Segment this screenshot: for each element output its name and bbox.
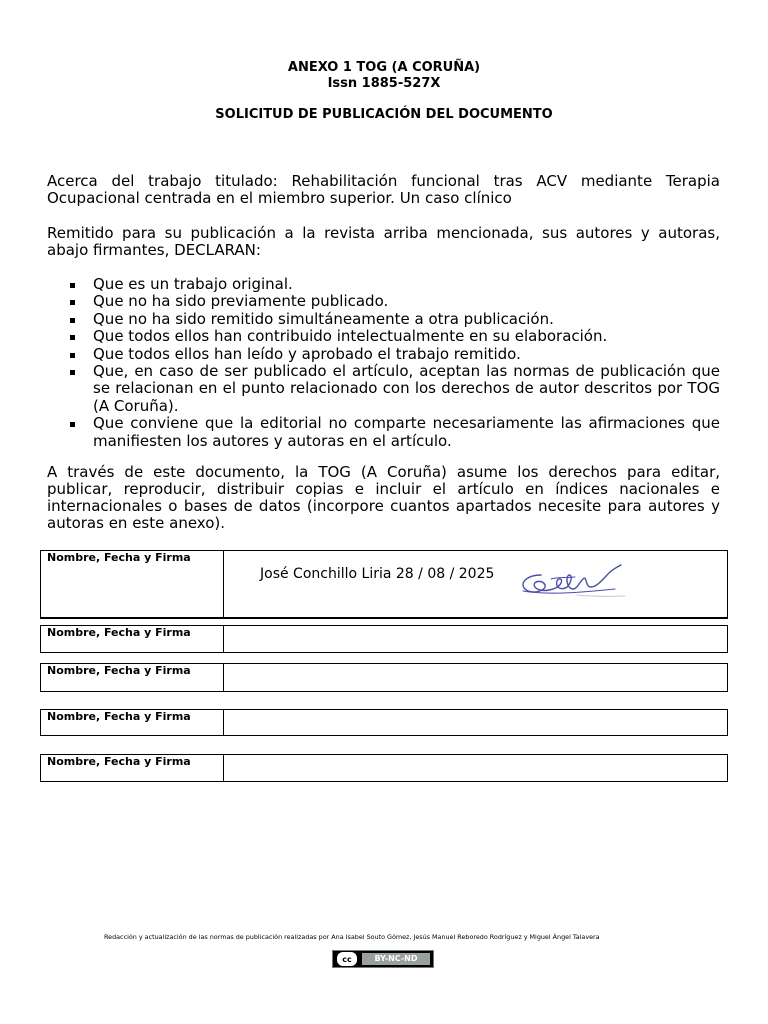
list-item: Que es un trabajo original. bbox=[47, 276, 720, 293]
creative-commons-badge[interactable] bbox=[332, 950, 434, 968]
signature-label: Nombre, Fecha y Firma bbox=[41, 664, 224, 691]
signature-label: Nombre, Fecha y Firma bbox=[41, 710, 224, 735]
list-item: Que conviene que la editorial no comparte necesariamente las afirmaciones que manifiesten los autores y autoras en el artículo. bbox=[47, 415, 720, 450]
signature-field-3[interactable] bbox=[224, 664, 727, 691]
declaration-list bbox=[47, 276, 720, 450]
signature-field-5[interactable] bbox=[224, 755, 727, 781]
footer-credits: Redacción y actualización de las normas de publicación realizadas por Ana Isabel Souto Gómez, Jesús Manuel Reboredo Rodríguez y Miguel Ángel Talavera bbox=[104, 933, 600, 941]
signer-name-date: José Conchillo Liria 28 / 08 / 2025 bbox=[260, 566, 495, 582]
handwritten-signature bbox=[517, 561, 629, 603]
signature-row-2 bbox=[40, 625, 728, 653]
list-item: Que todos ellos han contribuido intelectualmente en su elaboración. bbox=[47, 328, 720, 345]
document-title: SOLICITUD DE PUBLICACIÓN DEL DOCUMENTO bbox=[215, 107, 553, 122]
signature-row-5 bbox=[40, 754, 728, 782]
signature-field-4[interactable] bbox=[224, 710, 727, 735]
signature-row-4 bbox=[40, 709, 728, 736]
list-item: Que no ha sido previamente publicado. bbox=[47, 293, 720, 310]
signature-label: Nombre, Fecha y Firma bbox=[41, 626, 224, 652]
signature-label: Nombre, Fecha y Firma bbox=[41, 551, 224, 617]
list-item: Que, en caso de ser publicado el artículo, aceptan las normas de publicación que se relacionan en el punto relacionado con los derechos de autor descritos por TOG (A Coruña). bbox=[47, 363, 720, 415]
license-label: BY-NC-ND bbox=[362, 953, 430, 965]
cc-icon: cc bbox=[336, 951, 358, 967]
list-item: Que no ha sido remitido simultáneamente a otra publicación. bbox=[47, 311, 720, 328]
signature-field-2[interactable] bbox=[224, 626, 727, 652]
signature-row-1 bbox=[40, 550, 728, 619]
signature-label: Nombre, Fecha y Firma bbox=[41, 755, 224, 781]
list-item: Que todos ellos han leído y aprobado el trabajo remitido. bbox=[47, 346, 720, 363]
issn-line: Issn 1885-527X bbox=[327, 76, 441, 91]
declaration-paragraph: Remitido para su publicación a la revista arriba mencionada, sus autores y autoras, abajo firmantes, DECLARAN: bbox=[47, 224, 720, 259]
signature-field-1[interactable] bbox=[224, 551, 727, 617]
annex-heading: ANEXO 1 TOG (A CORUÑA) bbox=[287, 60, 481, 75]
work-title-paragraph: Acerca del trabajo titulado: Rehabilitación funcional tras ACV mediante Terapia Ocupacional centrada en el miembro superior. Un caso clínico bbox=[47, 172, 720, 207]
signature-row-3 bbox=[40, 663, 728, 692]
rights-paragraph: A través de este documento, la TOG (A Coruña) asume los derechos para editar, publicar, reproducir, distribuir copias e incluir el artículo en índices nacionales e internacionales o bases de datos (incorpore cuantos apartados necesite para autores y autoras en este anexo). bbox=[47, 463, 720, 532]
